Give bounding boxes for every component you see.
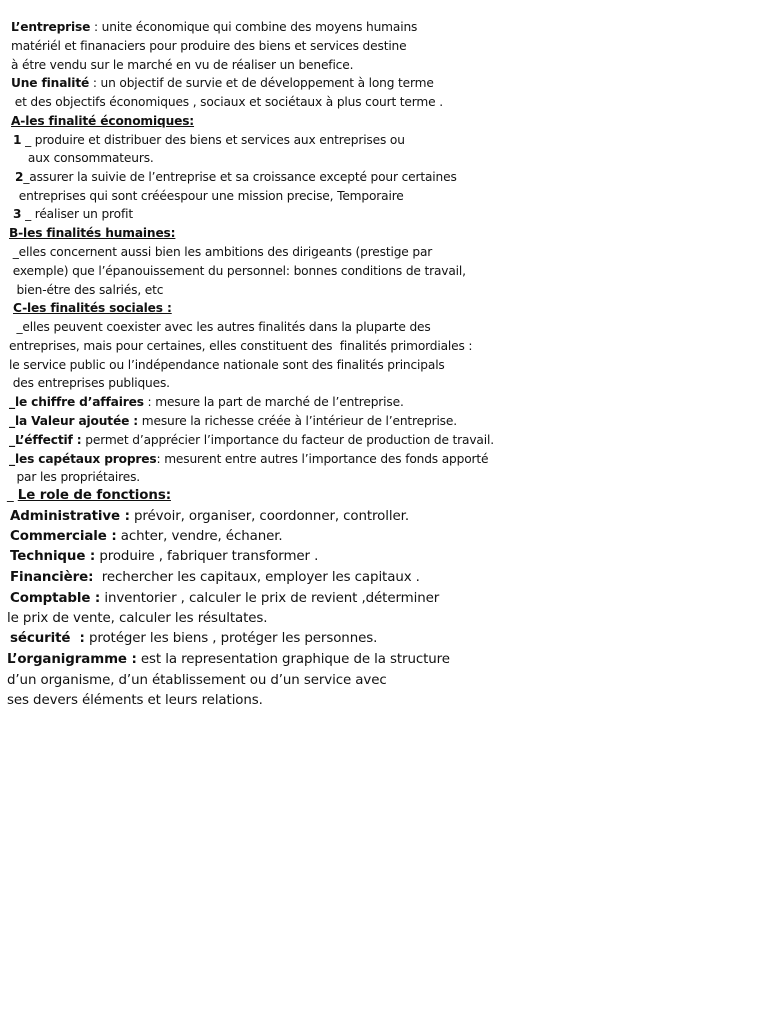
section-b-line-2: exemple) que l’épanouissement du personnel: bonnes conditions de travail, (9, 264, 466, 278)
organigramme-line-3: ses devers éléments et leurs relations. (7, 693, 263, 708)
entreprise-definition-line-3: à étre vendu sur le marché en vu de réaliser un benefice. (11, 58, 354, 72)
role-fonctions-heading: _ Le role de fonctions: (7, 488, 171, 503)
section-a-heading: A-les finalité économiques: (11, 114, 195, 128)
capitaux-propres-line-1: _les capétaux propres: mesurent entre autres l’importance des fonds apporté (9, 452, 489, 466)
fonction-technique-term: Technique : (10, 549, 96, 564)
section-c-line-2: entreprises, mais pour certaines, elles constituent des finalités primordiales : (9, 339, 473, 353)
entreprise-definition: : unite économique qui combine des moyens humains (90, 20, 418, 34)
fonction-commerciale-line: Commerciale : achter, vendre, échaner. (10, 529, 283, 544)
fonction-securite-term: sécurité : (10, 631, 85, 646)
fonction-financiere-line: Financière: rechercher les capitaux, employer les capitaux . (10, 570, 420, 585)
organigramme-term: L’organigramme : (7, 652, 137, 667)
section-c-heading: C-les finalités sociales : (13, 301, 172, 315)
item-3-number: 3 (13, 207, 22, 221)
entreprise-term: L’entreprise (11, 20, 91, 34)
item-3-line: 3 _ réaliser un profit (13, 207, 133, 221)
fonction-comptable-line-1: Comptable : inventorier , calculer le prix de revient ,déterminer (10, 591, 440, 606)
role-fonctions-title: Le role de fonctions: (17, 488, 171, 503)
section-b-heading: B-les finalités humaines: (9, 226, 176, 240)
capitaux-propres-line-2: par les propriétaires. (9, 470, 141, 484)
valeur-ajoutee-line: _la Valeur ajoutée : mesure la richesse créée à l’intérieur de l’entreprise. (9, 414, 457, 428)
fonction-financiere-term: Financière: (10, 570, 94, 585)
fonction-commerciale-term: Commerciale : (10, 529, 117, 544)
finalite-definition: : un objectif de survie et de développement à long terme (89, 76, 434, 90)
fonction-securite-line: sécurité : protéger les biens , protéger les personnes. (10, 631, 378, 646)
section-c-line-4: des entreprises publiques. (9, 376, 170, 390)
organigramme-line-2: d’un organisme, d’un établissement ou d’un service avec (7, 673, 387, 688)
effectif-line: _L’éffectif : permet d’apprécier l’importance du facteur de production de travail. (9, 433, 494, 447)
item-2-line-2: entreprises qui sont crééespour une mission precise, Temporaire (15, 189, 404, 203)
section-c-line-3: le service public ou l’indépendance nationale sont des finalités principals (9, 358, 445, 372)
effectif-term: _L’éffectif : (9, 433, 82, 447)
entreprise-definition-line-1 (11, 19, 417, 35)
item-2-number: 2 (15, 170, 24, 184)
fonction-comptable-term: Comptable : (10, 591, 101, 606)
item-1-line-1: 1 _ produire et distribuer des biens et services aux entreprises ou (13, 133, 405, 147)
item-1-line-2: aux consommateurs. (13, 151, 154, 165)
fonction-technique-line: Technique : produire , fabriquer transformer . (10, 549, 319, 564)
entreprise-definition-line-2: matériél et finanaciers pour produire des biens et services destine (11, 39, 407, 53)
finalite-definition-line-2: et des objectifs économiques , sociaux et sociétaux à plus court terme . (11, 95, 443, 109)
section-b-line-3: bien-étre des salriés, etc (9, 283, 164, 297)
fonction-administrative-line: Administrative : prévoir, organiser, coordonner, controller. (10, 509, 409, 524)
item-2-line-1: 2_assurer la suivie de l’entreprise et sa croissance excepté pour certaines (15, 170, 457, 184)
organigramme-line-1: L’organigramme : est la representation graphique de la structure (7, 652, 450, 667)
item-1-number: 1 (13, 133, 22, 147)
capitaux-propres-term: _les capétaux propres (9, 452, 157, 466)
finalite-definition-line-1 (11, 75, 434, 91)
section-c-line-1: _elles peuvent coexister avec les autres finalités dans la pluparte des (9, 320, 431, 334)
section-b-line-1: _elles concernent aussi bien les ambitions des dirigeants (prestige par (9, 245, 433, 259)
fonction-administrative-term: Administrative : (10, 509, 130, 524)
chiffre-affaires-line: _le chiffre d’affaires : mesure la part de marché de l’entreprise. (9, 395, 404, 409)
valeur-ajoutee-term: _la Valeur ajoutée : (9, 414, 139, 428)
chiffre-affaires-term: _le chiffre d’affaires (9, 395, 144, 409)
fonction-comptable-line-2: le prix de vente, calculer les résultates. (7, 611, 268, 626)
finalite-term: Une finalité (11, 76, 90, 90)
